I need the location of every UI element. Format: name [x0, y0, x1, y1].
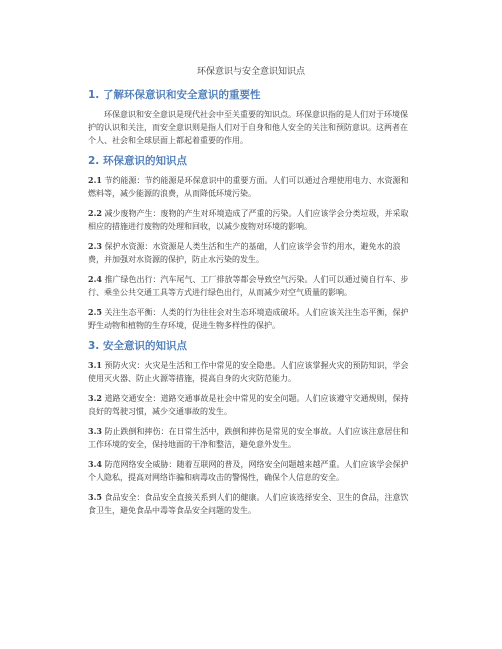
paragraph-text: 关注生态平衡：人类的行为往往会对生态环境造成破坏。人们应该关注生态平衡，保护野生动物和植物的生存环境，促进生物多样性的保护。 [88, 308, 409, 330]
paragraph-number: 3.1 [88, 360, 102, 370]
section-heading: 1. 了解环保意识和安全意识的重要性 [88, 89, 261, 101]
section-environmental [88, 154, 414, 332]
section-importance [88, 88, 414, 147]
paragraph [88, 207, 414, 233]
paragraph-text: 环保意识和安全意识是现代社会中至关重要的知识点。环保意识指的是人们对于环境保护的认识和关注，而安全意识则是指人们对于自身和他人安全的关注和预防意识。这两者在个人、社会和全球层面上都起着重要的作用。 [88, 110, 408, 145]
paragraph-number: 2.5 [88, 307, 102, 317]
paragraph-text: 道路交通安全：道路交通事故是社会中常见的安全问题。人们应该遵守交通规则，保持良好的驾驶习惯，减少交通事故的发生。 [88, 394, 409, 416]
paragraph [88, 491, 414, 517]
paragraph-text: 防止跌倒和摔伤：在日常生活中，跌倒和摔伤是常见的安全事故。人们应该注意居住和工作环境的安全，保持地面的干净和整洁，避免意外发生。 [88, 427, 409, 449]
paragraph-number: 3.3 [88, 426, 102, 436]
paragraph-number: 3.5 [88, 492, 102, 502]
paragraph-text: 减少废物产生：废物的产生对环境造成了严重的污染。人们应该学会分类垃圾，并采取相应的措施进行废物的处理和回收，以减少废物对环境的影响。 [88, 209, 409, 231]
paragraph [88, 240, 414, 266]
paragraph [88, 359, 414, 385]
section-heading: 3. 安全意识的知识点 [88, 340, 187, 352]
document-title: 环保意识与安全意识知识点 [196, 67, 305, 77]
section-safety [88, 339, 414, 517]
paragraph-number: 2.3 [88, 241, 102, 251]
paragraph-text: 食品安全：食品安全直接关系到人们的健康。人们应该选择安全、卫生的食品，注意饮食卫生，避免食品中毒等食品安全问题的发生。 [88, 493, 409, 515]
paragraph-number: 2.4 [88, 274, 102, 284]
paragraph-text: 节约能源：节约能源是环保意识中的重要方面。人们可以通过合理使用电力、水资源和燃料等，减少能源的浪费，从而降低环境污染。 [88, 176, 409, 198]
paragraph [88, 108, 414, 147]
paragraph-number: 3.2 [88, 393, 102, 403]
section-heading: 2. 环保意识的知识点 [88, 155, 187, 167]
paragraph [88, 392, 414, 418]
paragraph [88, 458, 414, 484]
paragraph-text: 预防火灾：火灾是生活和工作中常见的安全隐患。人们应该掌握火灾的预防知识，学会使用灭火器、防止火源等措施，提高自身的火灾防范能力。 [88, 361, 409, 383]
paragraph [88, 273, 414, 299]
paragraph [88, 174, 414, 200]
paragraph-number: 3.4 [88, 459, 102, 469]
paragraph [88, 306, 414, 332]
paragraph [88, 425, 414, 451]
paragraph-text: 防范网络安全威胁：随着互联网的普及，网络安全问题越来越严重。人们应该学会保护个人隐私，提高对网络诈骗和病毒攻击的警惕性，确保个人信息的安全。 [88, 460, 409, 482]
paragraph-number: 2.1 [88, 175, 102, 185]
paragraph-text: 推广绿色出行：汽车尾气、工厂排放等都会导致空气污染。人们可以通过骑自行车、步行、乘坐公共交通工具等方式进行绿色出行，从而减少对空气质量的影响。 [88, 275, 409, 297]
paragraph-text: 保护水资源：水资源是人类生活和生产的基础，人们应该学会节约用水，避免水的浪费，并加强对水资源的保护，防止水污染的发生。 [88, 242, 401, 264]
paragraph-number: 2.2 [88, 208, 102, 218]
